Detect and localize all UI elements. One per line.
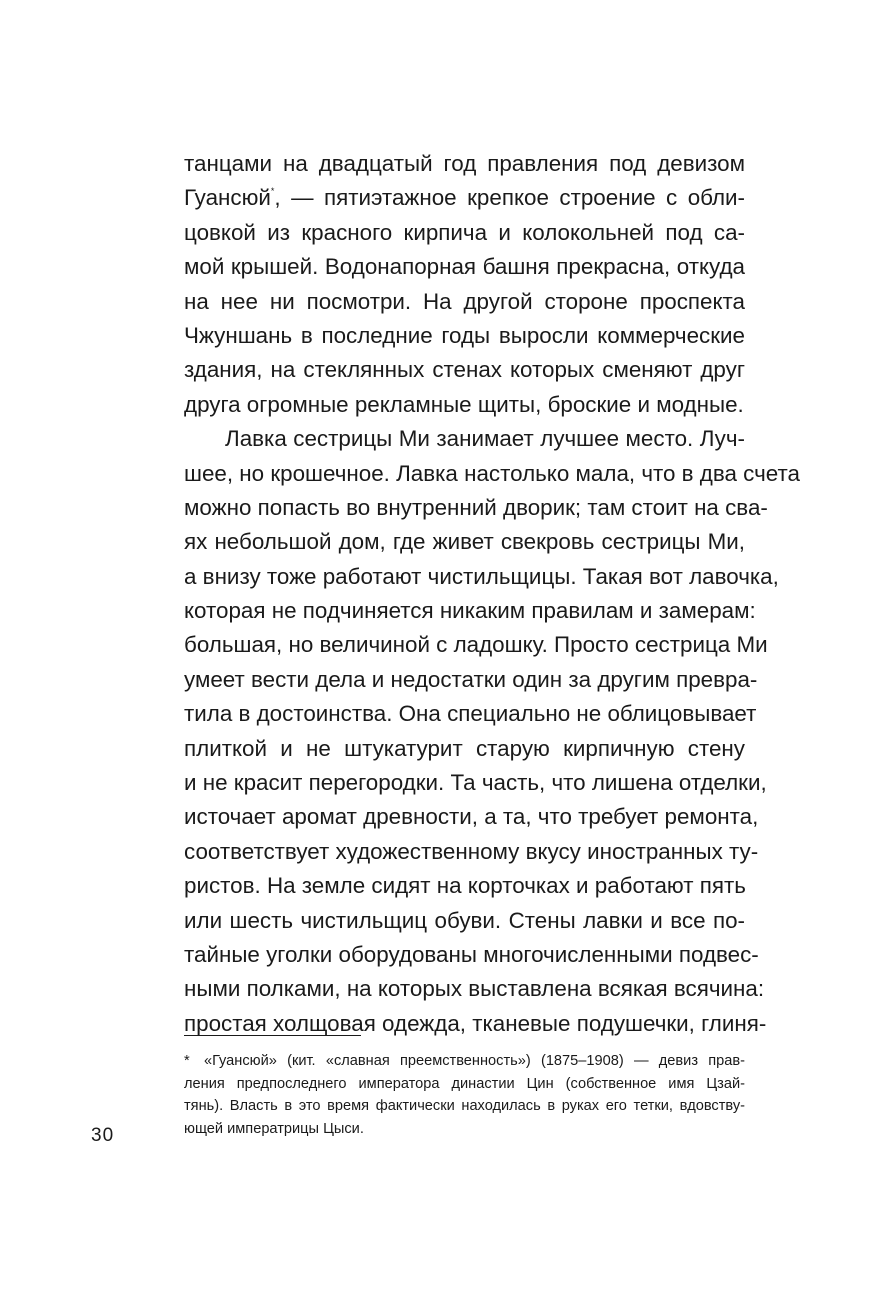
page-number: 30 [91, 1125, 115, 1146]
footnote-marker: * [184, 1053, 190, 1069]
text-line [184, 181, 745, 215]
text-line: ристов. На земле сидят на корточках и работают пять [184, 873, 746, 899]
text-line: а внизу тоже работают чистильщицы. Такая вот лавочка, [184, 563, 779, 589]
text-line: умеет вести дела и недостатки один за другим превра- [184, 666, 758, 692]
text-line: большая, но величиной с ладошку. Просто сестрица Ми [184, 632, 768, 658]
text-line: соответствует художественному вкусу иностранных ту- [184, 838, 759, 864]
footnote [184, 1050, 745, 1140]
text-line: танцами на двадцатый год правления под девизом [184, 151, 745, 176]
text-line: мой крышей. Водонапорная башня прекрасна, откуда [184, 254, 745, 280]
text-line: которая не подчиняется никаким правилам и замерам: [184, 598, 756, 624]
text-fragment: Гуансюй [184, 185, 271, 211]
text-line: источает аромат древности, а та, что требует ремонта, [184, 804, 759, 830]
text-line: тайные уголки оборудованы многочисленными подвес- [184, 941, 759, 967]
footnote-line [184, 1050, 745, 1073]
text-line: цовкой из красного кирпича и колокольней под са- [184, 219, 745, 245]
text-line: друга огромные рекламные щиты, броские и модные. [184, 391, 744, 417]
footnote-line: ющей императрицы Цыси. [184, 1120, 364, 1137]
text-line: ными полками, на которых выставлена всякая всячина: [184, 976, 765, 1002]
footnote-divider [184, 1035, 361, 1036]
text-line: и не красит перегородки. Та часть, что лишена отделки, [184, 770, 767, 796]
text-line: Чжуншань в последние годы выросли коммерческие [184, 322, 745, 348]
text-line: простая холщовая одежда, тканевые подушечки, глиня- [184, 1010, 767, 1036]
text-line: или шесть чистильщиц обуви. Стены лавки и все по- [184, 907, 745, 933]
text-line: можно попасть во внутренний дворик; там стоит на сва- [184, 494, 768, 520]
main-text [184, 147, 800, 1041]
text-line: шее, но крошечное. Лавка настолько мала, что в два счета [184, 460, 800, 486]
footnote-line: ления предпоследнего императора династии Цин (собственное имя Цзай- [184, 1075, 745, 1092]
text-line: плиткой и не штукатурит старую кирпичную стену [184, 735, 745, 761]
text-fragment: , — пятиэтажное крепкое строение с обли- [274, 185, 745, 211]
text-line: ях небольшой дом, где живет свекровь сестрицы Ми, [184, 529, 745, 555]
paragraph-first-line: Лавка сестрицы Ми занимает лучшее место. Луч- [225, 426, 745, 452]
text-line: на нее ни посмотри. На другой стороне проспекта [184, 288, 745, 314]
footnote-line: тянь). Власть в это время фактически находилась в руках его тетки, вдовству- [184, 1098, 745, 1115]
text-line: здания, на стеклянных стенах которых сменяют друг [184, 357, 745, 383]
text-line: тила в достоинства. Она специально не облицовывает [184, 701, 757, 727]
footnote-text: «Гуансюй» (кит. «славная преемственность») (1875–1908) — девиз прав- [204, 1053, 745, 1069]
footnote-reference[interactable]: * [270, 186, 275, 197]
